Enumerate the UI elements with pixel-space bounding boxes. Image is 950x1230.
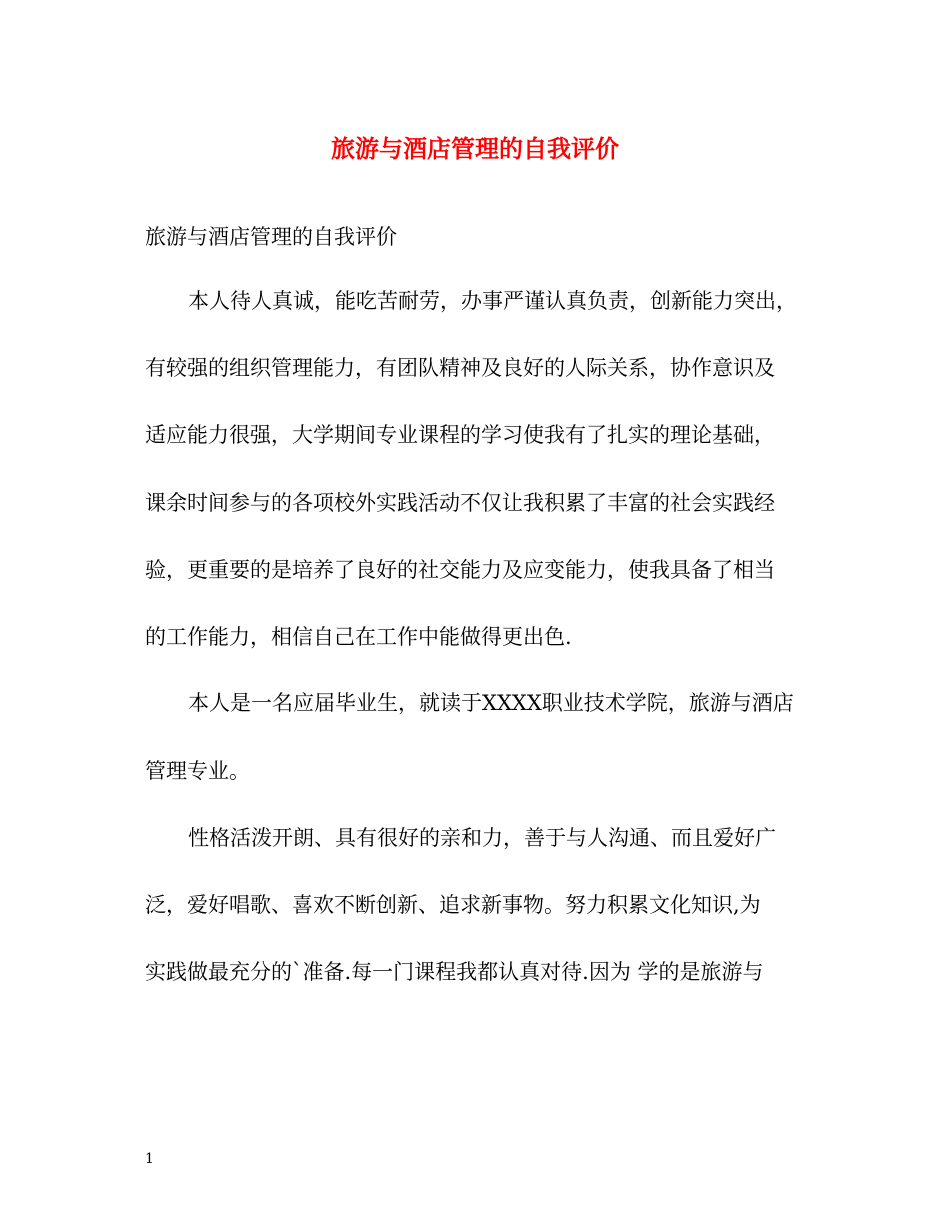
paragraph-3-line-1: 性格活泼开朗、具有很好的亲和力，善于与人沟通、而且爱好广 (188, 826, 776, 850)
paragraph-1-line-5: 验，更重要的是培养了良好的社交能力及应变能力，使我具备了相当 (145, 558, 775, 582)
paragraph-1-line-3: 适应能力很强，大学期间专业课程的学习使我有了扎实的理论基础， (145, 423, 775, 447)
paragraph-1-line-6: 的工作能力，相信自己在工作中能做得更出色. (145, 625, 572, 649)
paragraph-3-line-2: 泛，爱好唱歌、喜欢不断创新、追求新事物。努力积累文化知识,为 (145, 893, 761, 917)
paragraph-1-line-1: 本人待人真诚，能吃苦耐劳，办事严谨认真负责，创新能力突出， (188, 289, 797, 313)
paragraph-1-line-2: 有较强的组织管理能力，有团队精神及良好的人际关系，协作意识及 (145, 356, 775, 380)
document-title: 旅游与酒店管理的自我评价 (331, 134, 619, 163)
paragraph-2-line-2: 管理专业。 (145, 759, 250, 783)
paragraph-1-line-4: 课余时间参与的各项校外实践活动不仅让我积累了丰富的社会实践经 (145, 491, 775, 515)
page-number: 1 (145, 1151, 154, 1167)
paragraph-3-line-3: 实践做最充分的`准备.每一门课程我都认真对待.因为 学的是旅游与 (145, 960, 764, 984)
paragraph-2-line-1: 本人是一名应届毕业生，就读于XXXX职业技术学院，旅游与酒店 (188, 691, 794, 715)
document-subtitle: 旅游与酒店管理的自我评价 (145, 225, 397, 249)
